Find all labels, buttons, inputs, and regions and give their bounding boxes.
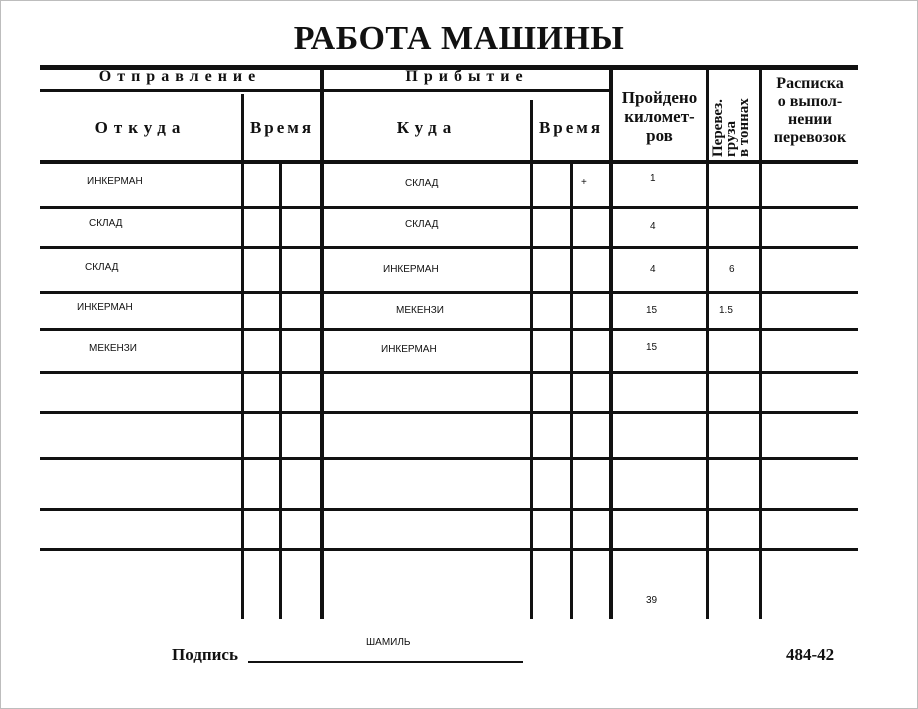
col-rule-dep-time-split xyxy=(279,162,282,619)
row5-to: ИНКЕРМАН xyxy=(381,344,437,355)
col-rule-km xyxy=(609,70,613,619)
row4-from: ИНКЕРМАН xyxy=(77,302,133,313)
header-cargo-line2: груза xyxy=(723,121,739,157)
row1-arrival-time-mark: + xyxy=(581,177,587,188)
header-arrival-time: Время xyxy=(538,118,604,137)
header-departure: Отправление xyxy=(98,68,262,85)
header-km-line3: ров xyxy=(646,126,673,145)
col-rule-from-time xyxy=(241,94,244,619)
row-rule-9 xyxy=(40,548,858,551)
row2-km: 4 xyxy=(650,221,656,232)
total-km: 39 xyxy=(646,595,658,606)
header-bottom-rule xyxy=(40,160,858,164)
row4-to: МЕКЕНЗИ xyxy=(396,305,444,316)
header-receipt-line1: Расписка xyxy=(776,75,844,92)
row3-to: ИНКЕРМАН xyxy=(383,264,439,275)
header-cargo xyxy=(712,98,751,157)
signature-value: ШАМИЛЬ xyxy=(366,637,411,648)
col-rule-cargo xyxy=(706,70,709,619)
col-rule-receipt xyxy=(759,70,762,619)
header-arrival: Прибытие xyxy=(405,68,529,85)
row3-from: СКЛАД xyxy=(85,262,119,273)
col-rule-arr-time-split xyxy=(570,162,573,619)
header-cargo-line1: Перевез. xyxy=(710,99,726,157)
row-rule-5 xyxy=(40,371,858,374)
row1-to: СКЛАД xyxy=(405,178,439,189)
row1-km: 1 xyxy=(650,173,656,184)
header-km-line1: Пройдено xyxy=(621,88,698,107)
subheader-rule-departure xyxy=(40,89,324,92)
row5-from: МЕКЕНЗИ xyxy=(89,343,137,354)
row-rule-3 xyxy=(40,291,858,294)
header-km-line2: километ- xyxy=(624,107,695,126)
header-receipt-line2: о выпол- xyxy=(777,93,843,110)
row3-km: 4 xyxy=(650,264,656,275)
row3-cargo: 6 xyxy=(729,264,735,275)
header-from: Откуда xyxy=(94,118,187,137)
col-rule-to-time xyxy=(530,100,533,619)
row-rule-8 xyxy=(40,508,858,511)
row-rule-7 xyxy=(40,457,858,460)
row-rule-1 xyxy=(40,206,858,209)
header-cargo-line3: в тоннах xyxy=(736,98,752,157)
row1-from: ИНКЕРМАН xyxy=(87,176,143,187)
page-title: РАБОТА МАШИНЫ xyxy=(293,20,625,57)
header-km xyxy=(613,88,706,145)
signature-line xyxy=(248,661,523,663)
header-receipt xyxy=(762,75,858,147)
row-rule-2 xyxy=(40,246,858,249)
header-to: Куда xyxy=(396,118,458,137)
row5-km: 15 xyxy=(646,342,658,353)
header-departure-time: Время xyxy=(249,118,315,137)
form-number: 484-42 xyxy=(786,645,835,664)
row-rule-6 xyxy=(40,411,858,414)
signature-label: Подпись xyxy=(172,645,238,664)
col-rule-departure-arrival xyxy=(320,70,324,619)
row-rule-4 xyxy=(40,328,858,331)
subheader-rule-arrival xyxy=(324,89,612,92)
header-receipt-line4: перевозок xyxy=(773,129,847,146)
row4-km: 15 xyxy=(646,305,658,316)
row2-from: СКЛАД xyxy=(89,218,123,229)
row4-cargo: 1.5 xyxy=(719,305,733,316)
row2-to: СКЛАД xyxy=(405,219,439,230)
header-receipt-line3: нении xyxy=(788,111,832,128)
